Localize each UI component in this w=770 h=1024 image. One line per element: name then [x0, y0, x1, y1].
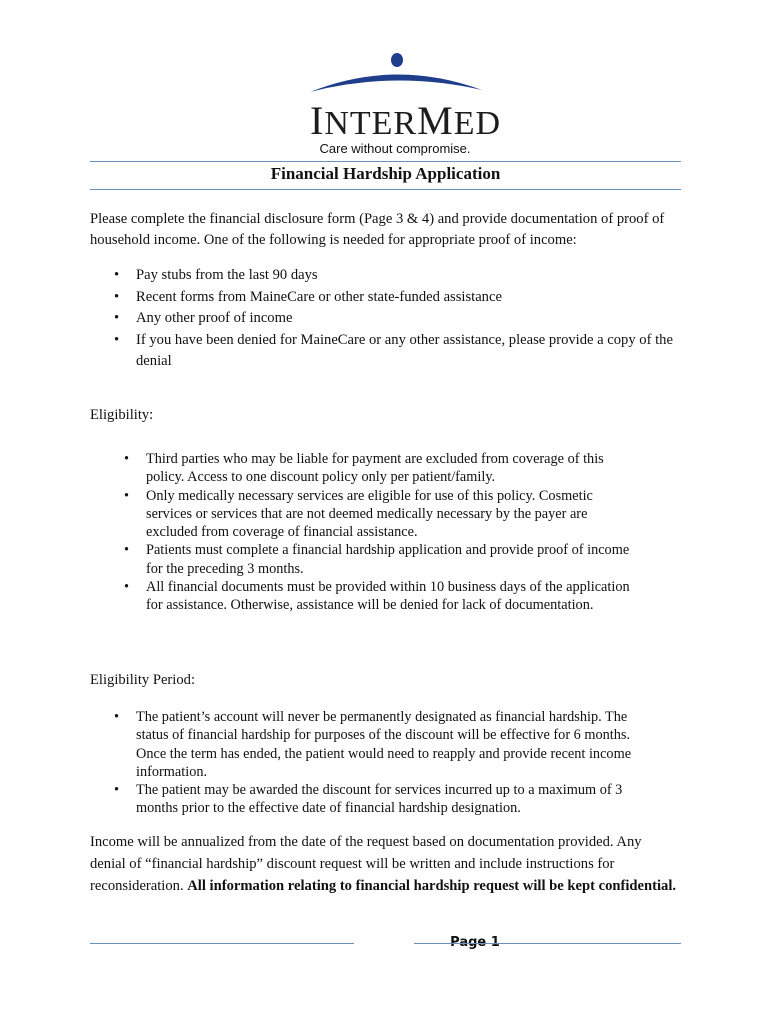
list-item: • Recent forms from MaineCare or other state-funded assistance: [136, 287, 681, 309]
eligibility-list: [146, 450, 641, 615]
page-footer: [90, 935, 681, 953]
list-item: • All financial documents must be provided within 10 business days of the application for assistance. Otherwise, assistance will be denied for lack of documentation.: [146, 578, 641, 615]
eligibility-period-list: [136, 708, 656, 818]
list-item: • If you have been denied for MaineCare or any other assistance, please provide a copy of the denial: [136, 330, 681, 373]
confidential-statement: All information relating to financial hardship request will be kept confidential.: [187, 878, 677, 894]
list-item: • Pay stubs from the last 90 days: [136, 265, 681, 287]
closing-paragraph: [90, 831, 680, 897]
closing-text: Income will be annualized from the date of the request based on documentation provided. Any denial of “financial hardship” discount request will be written and include instructions for reconsideration.: [90, 834, 642, 894]
list-item: • Third parties who may be liable for payment are excluded from coverage of this policy. Access to one discount policy only per patient/family.: [146, 450, 641, 487]
intermed-logo: [300, 50, 502, 160]
intro-paragraph: Please complete the financial disclosure form (Page 3 & 4) and provide documentation of proof of household income. One of the following is needed for appropriate proof of income:: [90, 211, 665, 248]
list-item: • The patient may be awarded the discount for services incurred up to a maximum of 3 months prior to the effective date of financial hardship designation.: [136, 781, 656, 818]
title-top-rule: [90, 161, 681, 162]
list-item: • Any other proof of income: [136, 308, 681, 330]
logo-wordmark: INTERMED: [310, 98, 502, 143]
title-bottom-rule: [90, 189, 681, 190]
list-item: • Only medically necessary services are eligible for use of this policy. Cosmetic services or services that are not deemed medically necessary by the payer are excluded from coverage of financial assistance.: [146, 487, 641, 542]
eligibility-heading: Eligibility:: [90, 407, 154, 423]
footer-left-rule: [90, 943, 354, 944]
list-item: • Patients must complete a financial hardship application and provide proof of income for the preceding 3 months.: [146, 541, 641, 578]
proof-of-income-list: [136, 265, 681, 373]
logo-tagline: Care without compromise.: [319, 141, 471, 156]
page-number: Page 1: [450, 935, 500, 950]
footer-right-rule: [414, 943, 681, 944]
page-title: Financial Hardship Application: [270, 164, 501, 183]
eligibility-period-heading: Eligibility Period:: [90, 672, 195, 688]
list-item: • The patient’s account will never be permanently designated as financial hardship. The status of financial hardship for purposes of the discount will be effective for 6 months. Once the term has ended, the patient would need to reapply and provide recent income information.: [136, 708, 656, 781]
